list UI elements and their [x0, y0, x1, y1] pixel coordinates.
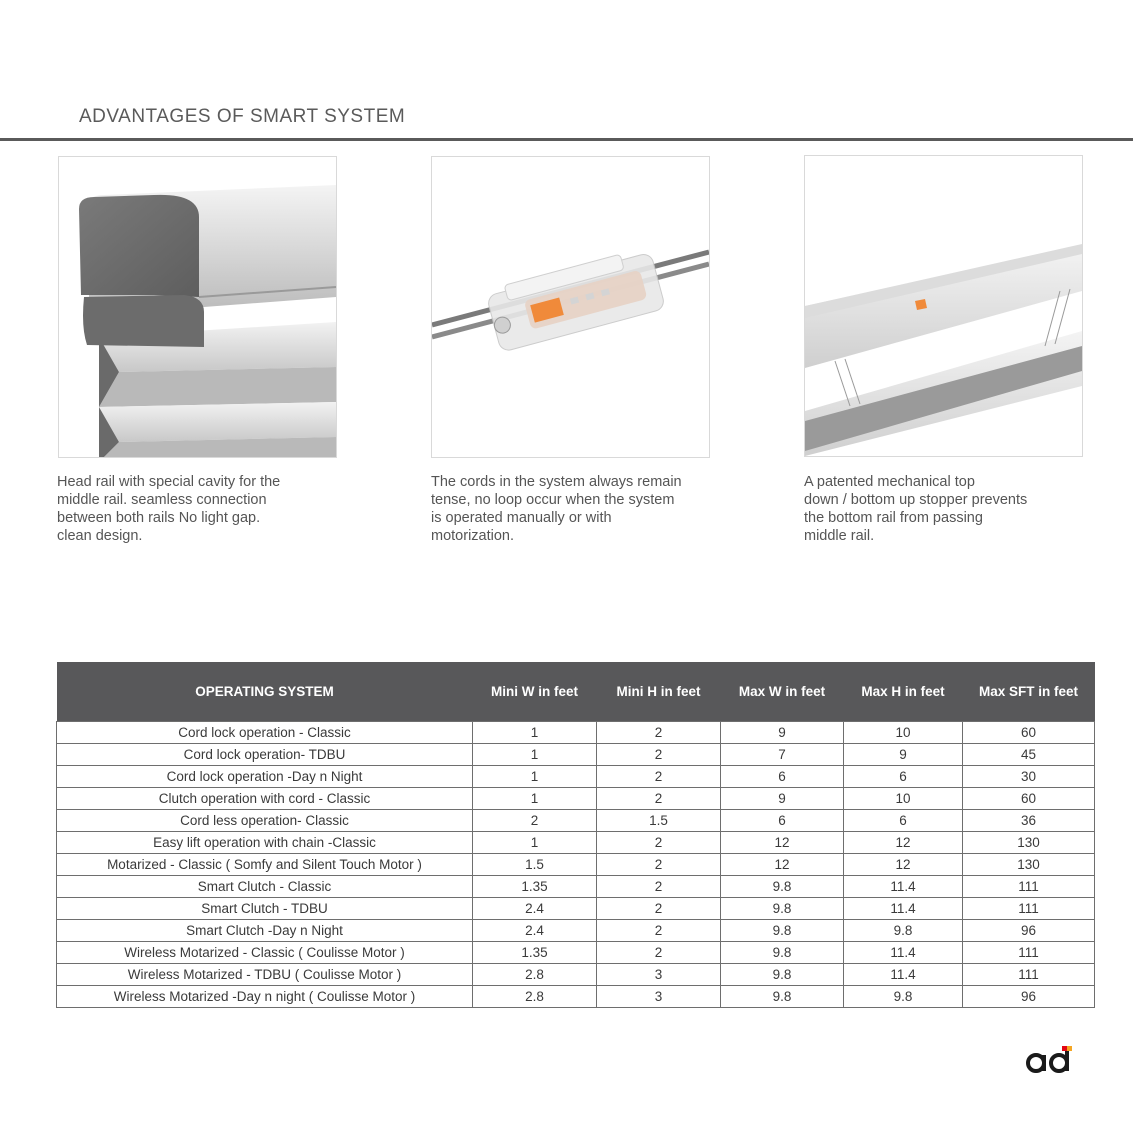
column-header: Mini H in feet [597, 662, 721, 722]
cell-max-height: 6 [844, 810, 963, 832]
table-row [57, 788, 1095, 810]
cell-min-width: 2 [473, 810, 597, 832]
cell-min-height: 1.5 [597, 810, 721, 832]
cell-max-height: 9 [844, 744, 963, 766]
cell-max-sft: 96 [963, 920, 1095, 942]
title-divider [0, 138, 1133, 141]
cell-max-width: 9.8 [721, 876, 844, 898]
cell-max-height: 10 [844, 722, 963, 744]
cell-max-sft: 111 [963, 876, 1095, 898]
cell-max-height: 12 [844, 832, 963, 854]
rail-stopper-image [804, 155, 1083, 457]
feature-caption-1: Head rail with special cavity for the middle rail. seamless connection between both rails No light gap. clean design. [57, 474, 281, 544]
table-row [57, 964, 1095, 986]
table-row [57, 832, 1095, 854]
cell-max-sft: 130 [963, 854, 1095, 876]
cell-min-width: 1.35 [473, 876, 597, 898]
ad-brand-logo [1024, 1044, 1074, 1076]
cell-min-width: 1 [473, 744, 597, 766]
cell-min-height: 2 [597, 854, 721, 876]
column-header: Max H in feet [844, 662, 963, 722]
cell-max-width: 9.8 [721, 964, 844, 986]
cell-max-height: 9.8 [844, 920, 963, 942]
cell-max-sft: 60 [963, 788, 1095, 810]
cell-max-sft: 36 [963, 810, 1095, 832]
table-row [57, 898, 1095, 920]
table-row [57, 744, 1095, 766]
cell-operating-system: Cord lock operation- TDBU [57, 744, 473, 766]
cell-max-height: 9.8 [844, 986, 963, 1008]
cell-min-width: 2.4 [473, 898, 597, 920]
cell-max-width: 7 [721, 744, 844, 766]
cell-min-height: 2 [597, 898, 721, 920]
table-header-row [57, 662, 1095, 722]
cell-min-width: 2.8 [473, 986, 597, 1008]
cell-operating-system: Wireless Motarized -Day n night ( Coulisse Motor ) [57, 986, 473, 1008]
cell-operating-system: Wireless Motarized - Classic ( Coulisse Motor ) [57, 942, 473, 964]
cell-operating-system: Cord lock operation - Classic [57, 722, 473, 744]
cell-operating-system: Clutch operation with cord - Classic [57, 788, 473, 810]
cell-max-height: 11.4 [844, 942, 963, 964]
cord-tension-mechanism-image [431, 156, 710, 458]
cell-min-height: 2 [597, 766, 721, 788]
column-header: Max W in feet [721, 662, 844, 722]
cell-max-width: 12 [721, 854, 844, 876]
feature-caption-3: A patented mechanical top down / bottom up stopper prevents the bottom rail from passing middle rail. [804, 474, 1028, 544]
cell-min-width: 1 [473, 722, 597, 744]
cell-max-height: 6 [844, 766, 963, 788]
table-row [57, 920, 1095, 942]
cell-operating-system: Easy lift operation with chain -Classic [57, 832, 473, 854]
cell-operating-system: Smart Clutch - Classic [57, 876, 473, 898]
cell-max-width: 12 [721, 832, 844, 854]
cell-min-height: 2 [597, 722, 721, 744]
column-header: Max SFT in feet [963, 662, 1095, 722]
feature-caption-2: The cords in the system always remain tense, no loop occur when the system is operated manually or with motorization. [431, 474, 682, 544]
column-header: Mini W in feet [473, 662, 597, 722]
cell-max-width: 9.8 [721, 898, 844, 920]
cell-max-sft: 30 [963, 766, 1095, 788]
cell-min-height: 3 [597, 964, 721, 986]
cell-operating-system: Cord lock operation -Day n Night [57, 766, 473, 788]
cell-min-width: 1 [473, 766, 597, 788]
cell-max-height: 11.4 [844, 876, 963, 898]
table-row [57, 876, 1095, 898]
cell-max-width: 9 [721, 788, 844, 810]
specification-table [56, 662, 1095, 1008]
cell-max-width: 9.8 [721, 920, 844, 942]
cell-min-height: 2 [597, 788, 721, 810]
page-title: ADVANTAGES OF SMART SYSTEM [79, 106, 406, 127]
cell-max-width: 6 [721, 766, 844, 788]
column-header: OPERATING SYSTEM [57, 662, 473, 722]
cell-max-sft: 60 [963, 722, 1095, 744]
cell-min-height: 2 [597, 744, 721, 766]
cell-min-width: 1.35 [473, 942, 597, 964]
cell-max-width: 9.8 [721, 942, 844, 964]
cell-max-sft: 130 [963, 832, 1095, 854]
cell-max-sft: 111 [963, 964, 1095, 986]
cell-min-width: 1 [473, 788, 597, 810]
cell-operating-system: Smart Clutch - TDBU [57, 898, 473, 920]
cell-max-width: 6 [721, 810, 844, 832]
cell-min-width: 2.4 [473, 920, 597, 942]
cell-min-height: 2 [597, 920, 721, 942]
cell-min-width: 2.8 [473, 964, 597, 986]
cell-max-height: 11.4 [844, 964, 963, 986]
cell-min-width: 1.5 [473, 854, 597, 876]
cell-min-height: 3 [597, 986, 721, 1008]
cell-min-height: 2 [597, 832, 721, 854]
cell-max-width: 9.8 [721, 986, 844, 1008]
cell-max-width: 9 [721, 722, 844, 744]
table-row [57, 766, 1095, 788]
cell-min-height: 2 [597, 942, 721, 964]
table-row [57, 986, 1095, 1008]
table-row [57, 854, 1095, 876]
table-row [57, 810, 1095, 832]
cell-operating-system: Smart Clutch -Day n Night [57, 920, 473, 942]
cell-max-sft: 111 [963, 898, 1095, 920]
cell-min-width: 1 [473, 832, 597, 854]
cell-max-sft: 45 [963, 744, 1095, 766]
head-rail-cross-section-image [58, 156, 337, 458]
table-row [57, 722, 1095, 744]
cell-min-height: 2 [597, 876, 721, 898]
cell-operating-system: Cord less operation- Classic [57, 810, 473, 832]
cell-max-height: 10 [844, 788, 963, 810]
cell-operating-system: Motarized - Classic ( Somfy and Silent Touch Motor ) [57, 854, 473, 876]
cell-max-height: 12 [844, 854, 963, 876]
cell-max-sft: 111 [963, 942, 1095, 964]
cell-max-sft: 96 [963, 986, 1095, 1008]
table-row [57, 942, 1095, 964]
cell-max-height: 11.4 [844, 898, 963, 920]
cell-operating-system: Wireless Motarized - TDBU ( Coulisse Motor ) [57, 964, 473, 986]
